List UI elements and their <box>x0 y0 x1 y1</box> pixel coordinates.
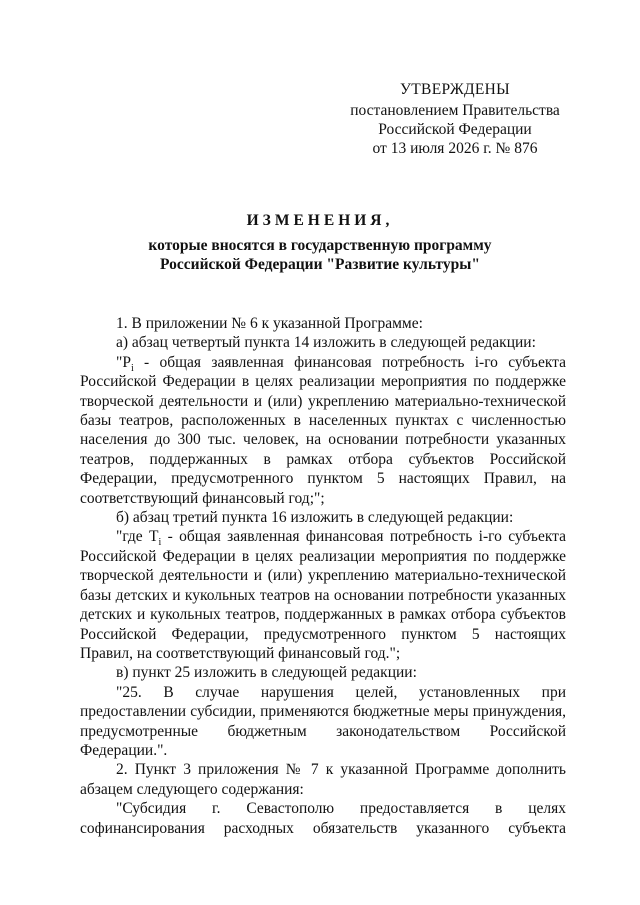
subtitle-line: которые вносятся в государственную программу <box>148 237 492 254</box>
approval-line: Российской Федерации <box>378 121 532 138</box>
paragraph: 2. Пункт 3 приложения № 7 к указанной Программе дополнить абзацем следующего содержания: <box>80 761 566 798</box>
paragraph-text: - общая заявленная финансовая потребность i-го субъекта Российской Федерации в целях реализации мероприятия по поддержке творческой деятельности и (или) укреплению материально-технической базы детских и кукольных театров на основании потребности указанных детских и кукольных театров, поддержанных в рамках отбора субъектов Российской Федерации, предусмотренного пунктом 5 настоящих Правил, на соответствующий финансовый год."; <box>80 528 566 662</box>
paragraph <box>80 527 566 663</box>
paragraph-text: - общая заявленная финансовая потребность i-го субъекта Российской Федерации в целях реализации мероприятия по поддержке творческой деятельности и (или) укреплению материально-технической базы театров, расположенных в населенных пунктах с численностью населения до 300 тыс. человек, на основании потребности указанных театров, поддержанных в рамках отбора субъектов Российской Федерации, предусмотренного пунктом 5 настоящих Правил, на соответствующий финансовый год;"; <box>80 353 566 507</box>
approval-line: постановлением Правительства <box>350 102 560 119</box>
approval-block <box>330 80 580 158</box>
paragraph: "Субсидия г. Севастополю предоставляется в целях софинансирования расходных обязательств указанного субъекта <box>80 800 566 837</box>
paragraph <box>80 353 566 508</box>
document-body <box>80 314 566 838</box>
paragraph: а) абзац четвертый пункта 14 изложить в следующей редакции: <box>116 334 536 352</box>
formula-prefix: "где T <box>116 528 159 546</box>
document-title: ИЗМЕНЕНИЯ, <box>246 212 394 229</box>
subscript: i <box>158 537 162 549</box>
formula-prefix: "P <box>116 353 131 371</box>
paragraph: б) абзац третий пункта 16 изложить в следующей редакции: <box>116 509 514 527</box>
approval-heading: УТВЕРЖДЕНЫ <box>400 81 510 98</box>
paragraph: 1. В приложении № 6 к указанной Программе: <box>116 315 423 332</box>
paragraph: "25. В случае нарушения целей, установленных при предоставлении субсидии, применяются бюджетные меры принуждения, предусмотренные бюджетным законодательством Российской Федерации.". <box>80 683 566 759</box>
subscript: i <box>130 362 134 374</box>
paragraph: в) пункт 25 изложить в следующей редакции: <box>116 664 417 682</box>
subtitle-line: Российской Федерации "Развитие культуры" <box>160 256 480 273</box>
document-subtitle <box>0 236 640 274</box>
approval-date-line: от 13 июля 2026 г. № 876 <box>372 140 538 157</box>
